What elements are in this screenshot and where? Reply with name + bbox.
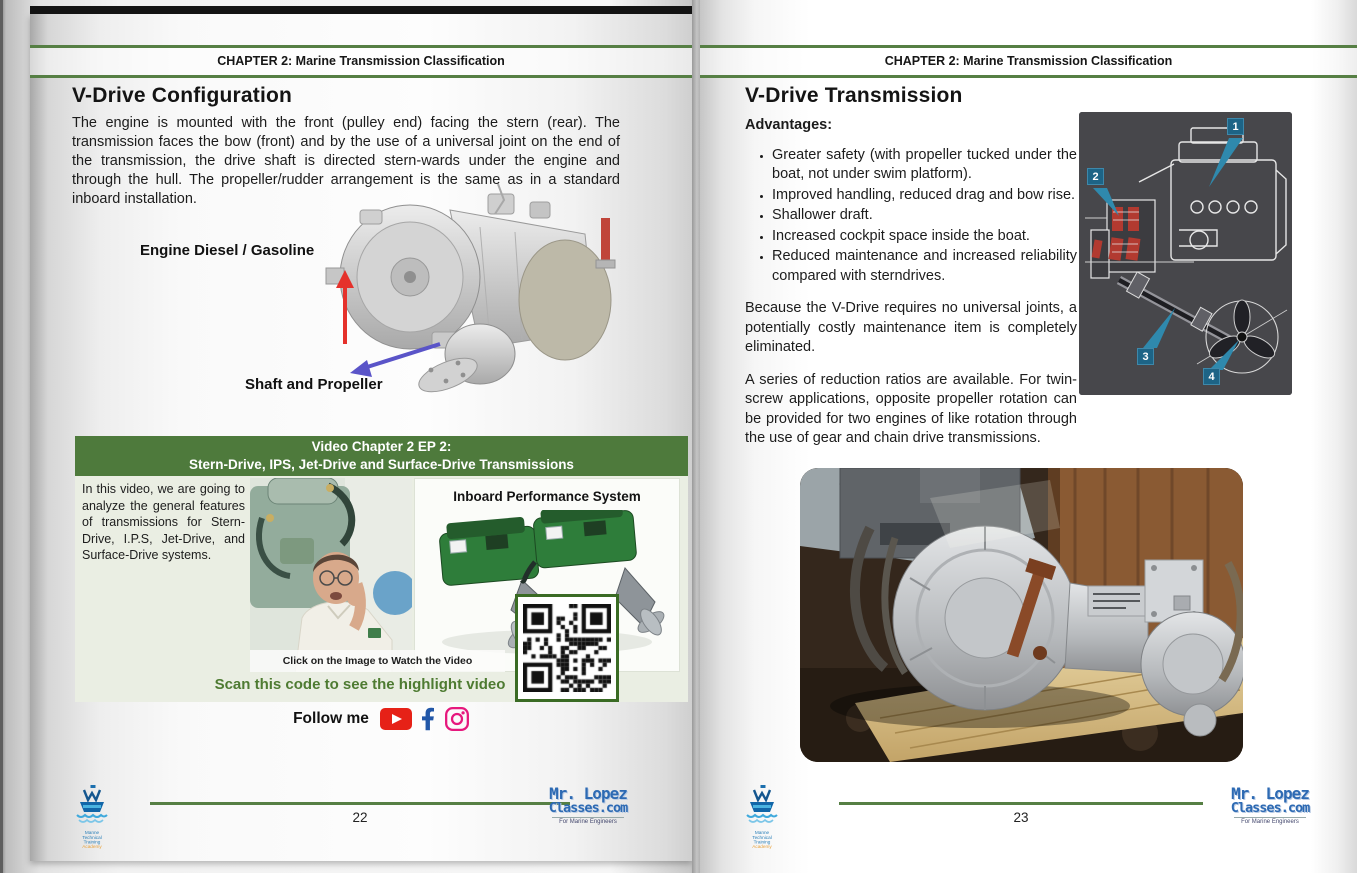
academy-logo bbox=[70, 784, 114, 855]
window-edge bbox=[0, 0, 3, 873]
chapter-header-band bbox=[700, 45, 1357, 78]
video-header-line1: Video Chapter 2 EP 2: bbox=[311, 439, 452, 454]
book-spine bbox=[692, 0, 700, 873]
list-item: • Improved handling, reduced drag and bow rise. bbox=[772, 186, 1348, 206]
academy-name: Marine Technical Training Academy bbox=[752, 831, 772, 850]
diagram-callout-3: 3 bbox=[1137, 348, 1154, 365]
scan-code-text: Scan this code to see the highlight video bbox=[214, 676, 506, 693]
transmission-illustration bbox=[60, 182, 660, 432]
list-item: • Shallower draft. bbox=[772, 206, 1348, 226]
section-title: V-Drive Configuration bbox=[72, 84, 293, 107]
video-header bbox=[75, 436, 688, 476]
mrlopez-logo: Mr. Lopez Classes.com For Marine Engineers bbox=[548, 784, 628, 825]
chapter-title: CHAPTER 2: Marine Transmission Classification bbox=[217, 54, 505, 68]
list-item: • Increased cockpit space inside the boat. bbox=[772, 227, 1348, 247]
label-shaft: Shaft and Propeller bbox=[245, 376, 383, 393]
qr-pattern bbox=[523, 604, 611, 692]
video-header-line2: Stern-Drive, IPS, Jet-Drive and Surface-Drive Transmissions bbox=[189, 457, 574, 472]
academy-name: Marine Technical Training Academy bbox=[82, 831, 102, 850]
vdrive-lineart bbox=[1079, 112, 1292, 395]
thumbnail-caption: Click on the Image to Watch the Video bbox=[250, 650, 505, 672]
list-item: • Reduced maintenance and increased reliability compared with sterndrives. bbox=[772, 247, 1348, 286]
qr-code[interactable] bbox=[515, 594, 619, 702]
vdrive-diagram bbox=[1079, 112, 1292, 395]
vdrive-figure bbox=[60, 182, 660, 432]
page-right bbox=[700, 0, 1357, 873]
list-item: • Greater safety (with propeller tucked under the boat, not under swim platform). bbox=[772, 146, 1348, 185]
ips-title: Inboard Performance System bbox=[453, 489, 641, 504]
presenter-image bbox=[250, 478, 412, 672]
footer-divider bbox=[150, 802, 570, 805]
page-number: 23 bbox=[1013, 810, 1029, 825]
diagram-callout-2: 2 bbox=[1087, 168, 1104, 185]
vdrive-diagram-wrap bbox=[1077, 112, 1348, 414]
mrlopez-logo: Mr. Lopez Classes.com For Marine Engineers bbox=[1230, 784, 1310, 825]
video-description: In this video, we are going to analyze the general features of transmissions for Stern-Drive, I.P.S, Jet-Drive, and Surface-Drive systems. bbox=[82, 482, 245, 562]
advantages-label: Advantages: bbox=[745, 117, 833, 133]
chapter-title: CHAPTER 2: Marine Transmission Classification bbox=[884, 54, 1173, 68]
video-box bbox=[75, 436, 688, 702]
paragraph: A series of reduction ratios are available. For twin-screw applications, opposite propeller rotation can be provided for two engines of like rotation through the use of gear and chain drive transmissions. bbox=[745, 371, 1077, 446]
page-number: 22 bbox=[352, 810, 368, 825]
right-page-body bbox=[745, 112, 1348, 449]
header-rule-bottom bbox=[700, 75, 1357, 78]
instagram-icon[interactable] bbox=[444, 706, 470, 732]
chapter-header-band bbox=[30, 45, 692, 78]
academy-logo bbox=[740, 784, 784, 855]
book-top-edge bbox=[30, 6, 692, 14]
transmission-photo-image bbox=[800, 468, 1243, 762]
video-body bbox=[75, 476, 688, 702]
diagram-callout-4: 4 bbox=[1203, 368, 1220, 385]
intro-paragraph: The engine is mounted with the front (pulley end) facing the stern (rear). The transmission faces the bow (front) and by the use of a universal joint on the end of the transmission, the drive shaft is directed stern-wards under the engine and through the hull. The propeller/rudder arrangement is the same as in a standard inboard installation. bbox=[72, 115, 620, 207]
transmission-photo bbox=[800, 468, 1243, 762]
follow-me-label: Follow me bbox=[293, 710, 369, 727]
facebook-icon[interactable] bbox=[421, 707, 435, 731]
footer-divider bbox=[839, 802, 1203, 805]
ship-icon bbox=[744, 784, 780, 826]
section-title: V-Drive Transmission bbox=[745, 84, 963, 107]
diagram-callout-1: 1 bbox=[1227, 118, 1244, 135]
ship-icon bbox=[74, 784, 110, 826]
video-thumbnail[interactable] bbox=[250, 478, 412, 672]
paragraph: Because the V-Drive requires no universal joints, a potentially costly maintenance item is completely eliminated. bbox=[745, 300, 1077, 355]
label-engine: Engine Diesel / Gasoline bbox=[140, 242, 315, 259]
header-rule-bottom bbox=[30, 75, 692, 78]
page-left bbox=[30, 14, 692, 861]
youtube-icon[interactable] bbox=[380, 708, 412, 730]
follow-row bbox=[75, 706, 688, 732]
